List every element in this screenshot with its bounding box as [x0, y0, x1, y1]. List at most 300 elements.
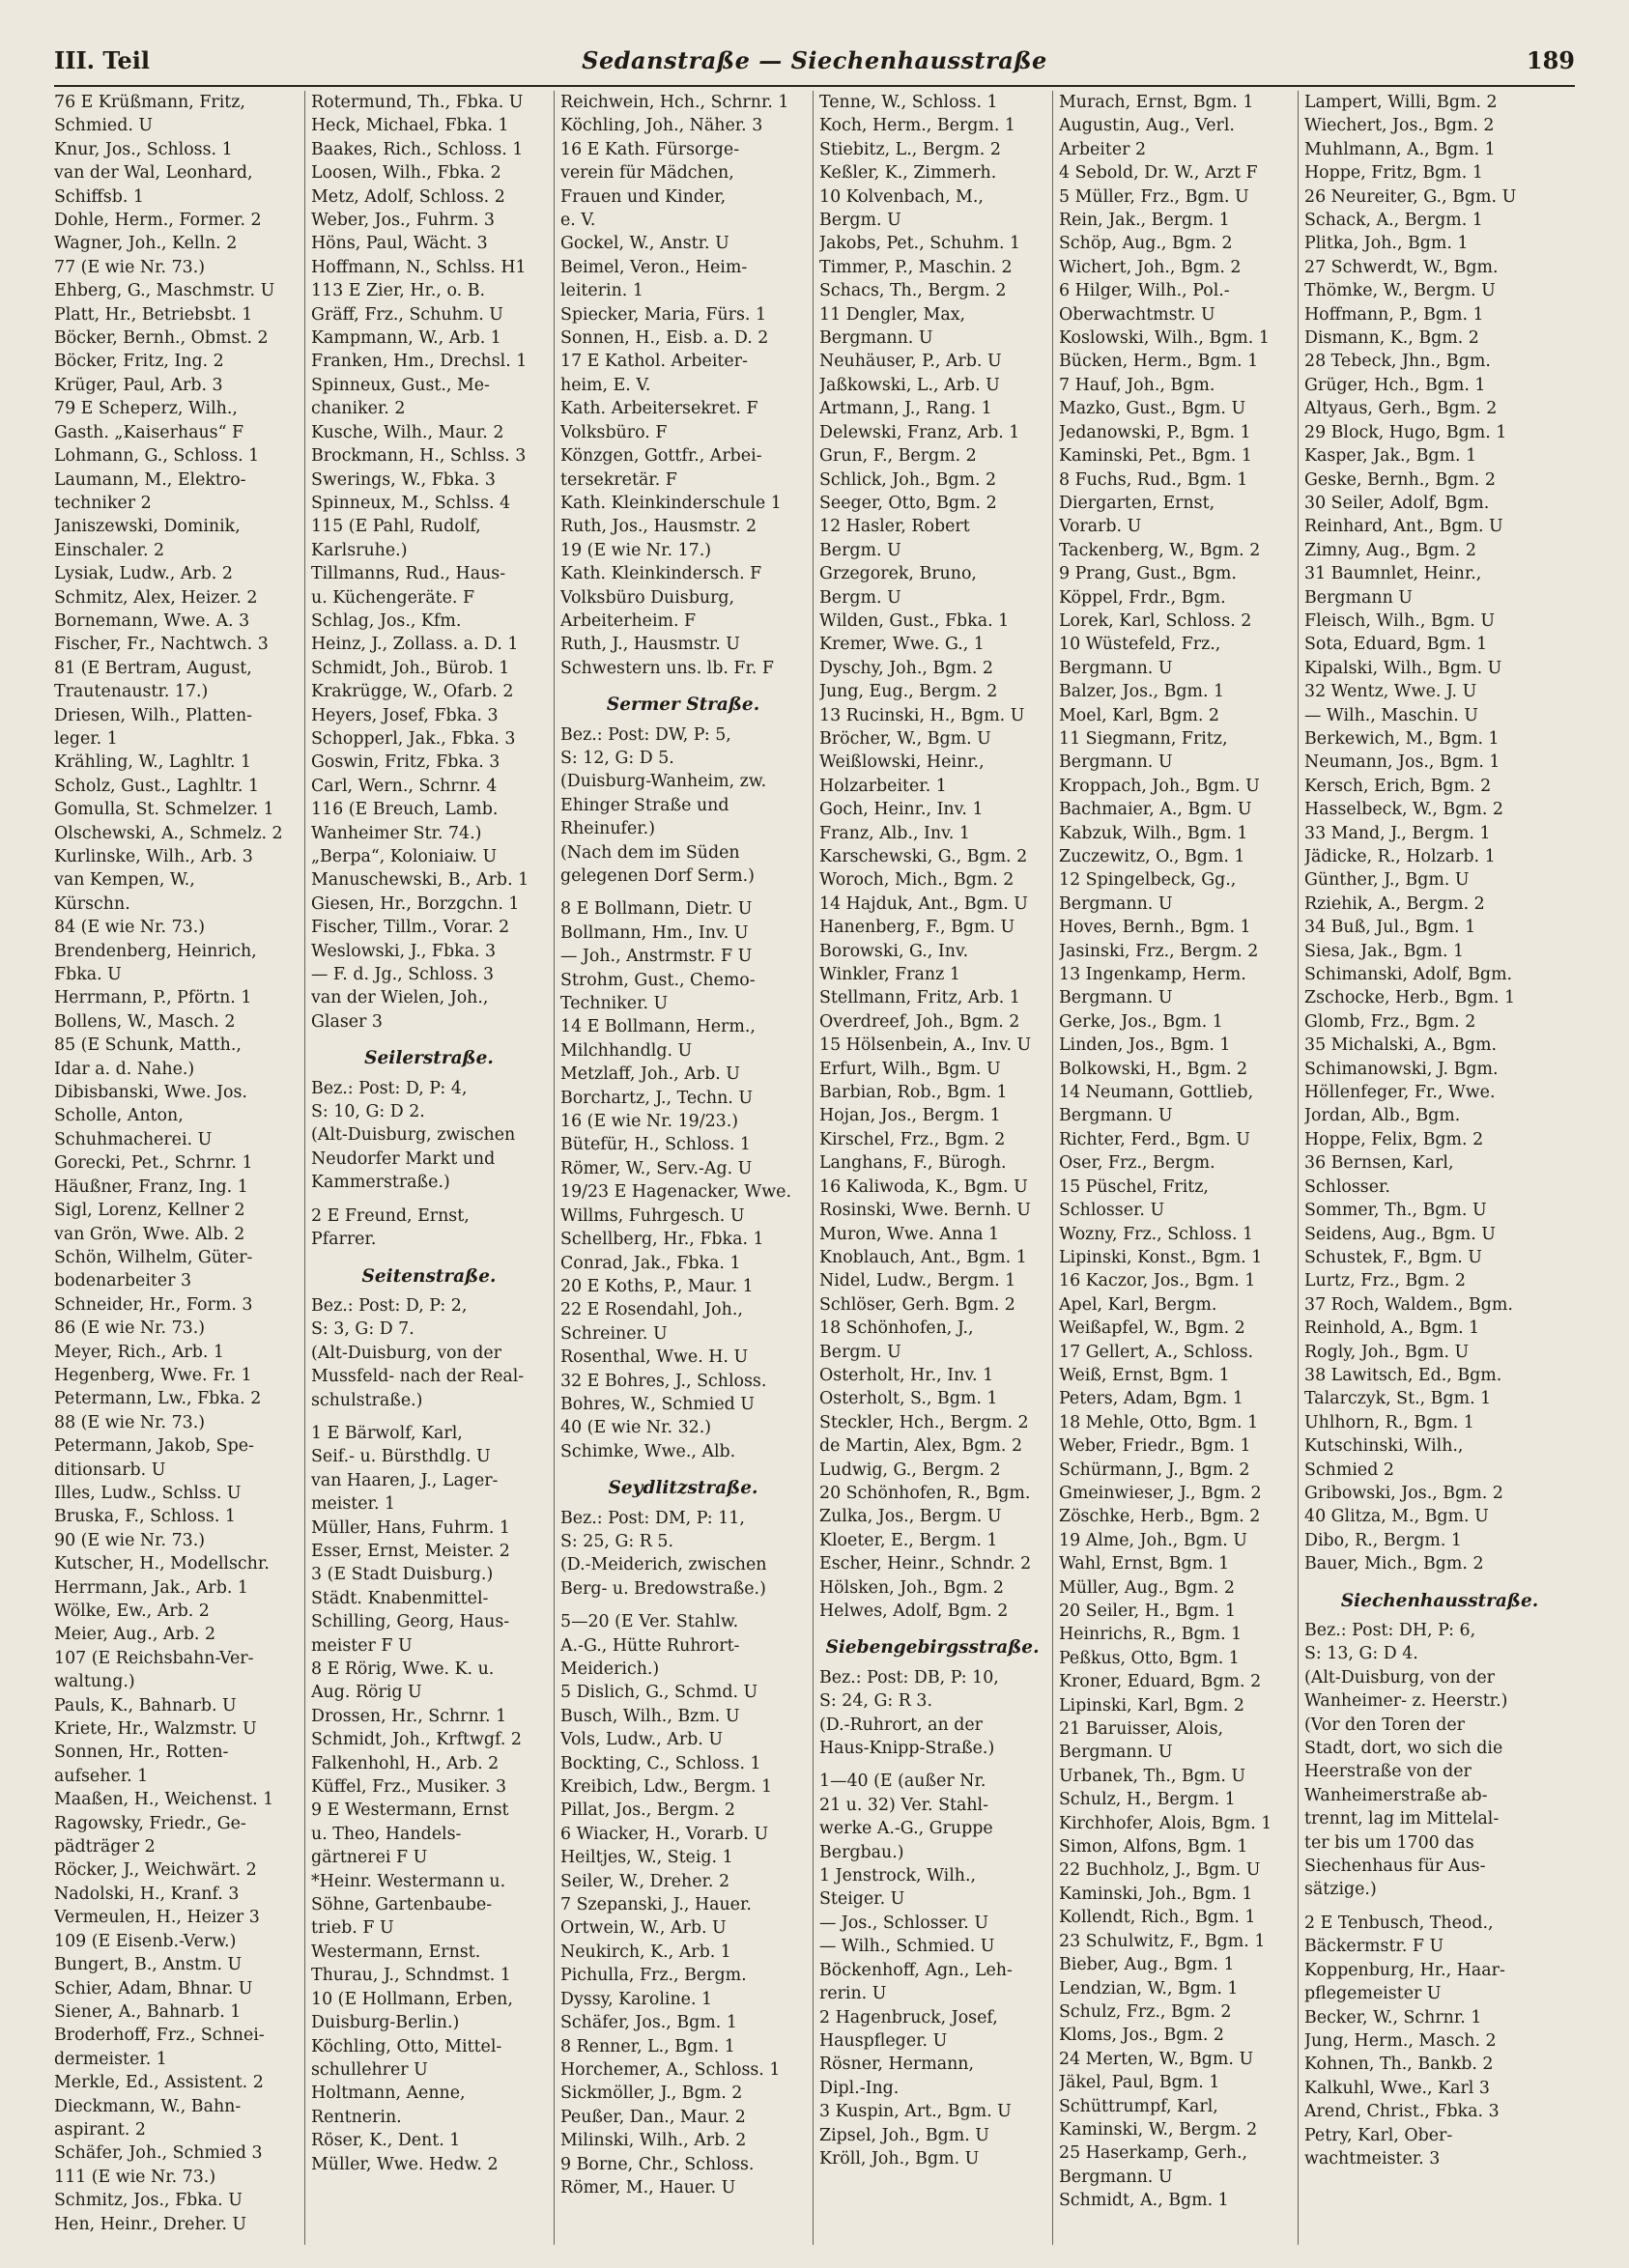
entry-line: Strohm, Gust., Chemo-	[560, 970, 756, 990]
entry-line: Richter, Ferd., Bgm. U	[1059, 1129, 1250, 1149]
entry-line: Gribowski, Jos., Bgm. 2	[1304, 1483, 1503, 1503]
entry-line: 33 Mand, J., Bergm. 1	[1304, 823, 1491, 843]
entry-line: Driesen, Wilh., Platten-	[54, 705, 253, 725]
entry-line: 40 Glitza, M., Bgm. U	[1304, 1507, 1489, 1527]
entry-line: 14 Hajduk, Ant., Bgm. U	[819, 893, 1028, 914]
entry-line: Köchling, Joh., Näher. 3	[560, 116, 763, 136]
entry-line: Kath. Kleinkindersch. F	[560, 564, 762, 584]
entry-line: Mussfeld- nach der Real-	[311, 1367, 525, 1387]
entry-line: Lorek, Karl, Schloss. 2	[1059, 610, 1252, 631]
entry-line: 12 Hasler, Robert	[819, 517, 970, 537]
entry-line: werke A.-G., Gruppe	[819, 1819, 993, 1839]
entry-line: Volksbüro Duisburg,	[560, 587, 735, 608]
entry-line: Tillmanns, Rud., Haus-	[311, 564, 506, 584]
entry-line: Rein, Jak., Bergm. 1	[1059, 211, 1230, 231]
entry-line: Sota, Eduard, Bgm. 1	[1304, 635, 1488, 655]
entry-line: Jung, Herm., Masch. 2	[1304, 2030, 1497, 2051]
entry-line: 28 Tebeck, Jhn., Bgm.	[1304, 352, 1491, 372]
entry-line: Plitka, Joh., Bgm. 1	[1304, 234, 1469, 254]
entry-line: 13 Rucinski, H., Bgm. U	[819, 705, 1025, 725]
entry-line: gärtnerei F U	[311, 1848, 428, 1868]
entry-line: Schneider, Hr., Form. 3	[54, 1294, 253, 1315]
entry-line: 9 Prang, Gust., Bgm.	[1059, 564, 1237, 584]
entry-line: Lohmann, G., Schloss. 1	[54, 446, 260, 467]
entry-line	[819, 1760, 1045, 1770]
entry-line: 5 Dislich, G., Schmd. U	[560, 1683, 758, 1703]
entry-line: 16 Kaliwoda, K., Bgm. U	[819, 1177, 1028, 1197]
entry-line: 22 E Rosendahl, Joh.,	[560, 1300, 743, 1320]
entry-line: 29 Block, Hugo, Bgm. 1	[1304, 422, 1507, 442]
entry-line: 23 Schulwitz, F., Bgm. 1	[1059, 1931, 1266, 1951]
entry-line: Bungert, B., Anstm. U	[54, 1955, 243, 1975]
entry-line	[560, 1601, 806, 1610]
entry-line: Schmied. U	[54, 116, 154, 136]
entry-line: van Kempen, W.,	[54, 870, 195, 891]
entry-line: Bauer, Mich., Bgm. 2	[1304, 1554, 1484, 1574]
entry-line: 16 E Kath. Fürsorge-	[560, 139, 740, 159]
entry-line: Kröll, Joh., Bgm. U	[819, 2148, 980, 2169]
entry-line: u. Küchengeräte. F	[311, 587, 475, 608]
entry-line: Knoblauch, Ant., Bgm. 1	[819, 1247, 1027, 1267]
entry-line: S: 3, G: D 7.	[311, 1319, 414, 1340]
entry-line: 10 Kolvenbach, M.,	[819, 186, 984, 207]
entry-line: Kath. Arbeitersekret. F	[560, 399, 758, 419]
entry-line: Pauls, K., Bahnarb. U	[54, 1695, 237, 1715]
entry-line: sätzige.)	[1304, 1880, 1377, 1900]
entry-line: Broderhoff, Frz., Schnei-	[54, 2026, 265, 2046]
entry-line: Jung, Eug., Bergm. 2	[819, 682, 998, 702]
entry-line: Söhne, Gartenbaube-	[311, 1895, 493, 1915]
entry-line: Trautenaustr. 17.)	[54, 682, 209, 702]
entry-line: — Jos., Schlosser. U	[819, 1913, 989, 1933]
entry-line: Wiechert, Jos., Bgm. 2	[1304, 116, 1495, 136]
entry-line: 20 E Koths, P., Maur. 1	[560, 1276, 754, 1296]
entry-line: Könzgen, Gottfr., Arbei-	[560, 446, 762, 467]
entry-line: Bollmann, Hm., Inv. U	[560, 922, 749, 943]
entry-line: Laumann, M., Elektro-	[54, 469, 246, 490]
entry-line: Techniker. U	[560, 994, 669, 1014]
entry-line: Kaminski, Pet., Bgm. 1	[1059, 446, 1253, 467]
entry-line: Erfurt, Wilh., Bgm. U	[819, 1059, 1001, 1079]
street-heading: Seilerstraße.	[364, 1048, 494, 1069]
entry-line: Wahl, Ernst, Bgm. 1	[1059, 1554, 1230, 1574]
entry-line: Heiltjes, W., Steig. 1	[560, 1848, 733, 1868]
entry-line: Zuczewitz, O., Bgm. 1	[1059, 847, 1245, 866]
entry-line: Kath. Kleinkinderschule 1	[560, 493, 782, 513]
entry-line: Timmer, P., Maschin. 2	[819, 257, 1013, 277]
entry-line: Kloeter, E., Bergm. 1	[819, 1530, 998, 1550]
entry-line: Neudorfer Markt und	[311, 1148, 496, 1169]
entry-line: Arbeiter 2	[1059, 139, 1147, 159]
entry-line: Weber, Jos., Fuhrm. 3	[311, 211, 495, 231]
entry-line: Jedanowski, P., Bgm. 1	[1059, 422, 1251, 442]
entry-line: 20 Schönhofen, R., Bgm.	[819, 1483, 1031, 1503]
entry-line: 17 E Kathol. Arbeiter-	[560, 352, 748, 372]
entry-line: Schmidt, A., Bgm. 1	[1059, 2191, 1229, 2211]
entry-line: Peters, Adam, Bgm. 1	[1059, 1389, 1243, 1409]
entry-line: Wozny, Frz., Schloss. 1	[1059, 1224, 1254, 1244]
entry-line: (Alt-Duisburg, zwischen	[311, 1125, 516, 1146]
entry-line: van der Wielen, Joh.,	[311, 988, 489, 1008]
entry-line: Gomulla, St. Schmelzer. 1	[54, 800, 274, 820]
entry-line: Barbian, Rob., Bgm. 1	[819, 1083, 1008, 1103]
entry-line: Idar a. d. Nahe.)	[54, 1059, 195, 1079]
entry-line: Keßler, K., Zimmerh.	[819, 163, 997, 184]
entry-line: Swerings, W., Fbka. 3	[311, 469, 496, 490]
entry-line: Schlosser.	[1304, 1177, 1390, 1197]
entry-line: Schmidt, Joh., Krftwgf. 2	[311, 1730, 522, 1750]
entry-line: Vols, Ludw., Arb. U	[560, 1730, 723, 1750]
entry-line: Rentnerin.	[311, 2107, 402, 2127]
entry-line: Wagner, Joh., Kelln. 2	[54, 234, 238, 254]
entry-line: Bergmann. U	[1059, 2167, 1173, 2187]
entry-line: Lurtz, Frz., Bgm. 2	[1304, 1271, 1466, 1291]
page-header	[54, 41, 1575, 79]
entry-line: aspirant. 2	[54, 2119, 146, 2140]
entry-line: Reichwein, Hch., Schrnr. 1	[560, 93, 789, 112]
entry-line: Hoves, Bernh., Bgm. 1	[1059, 918, 1251, 938]
entry-line	[311, 1195, 547, 1205]
entry-line: S: 25, G: R 5.	[560, 1531, 673, 1551]
entry-line: Schürmann, J., Bgm. 2	[1059, 1460, 1250, 1480]
entry-line: Arend, Christ., Fbka. 3	[1304, 2102, 1500, 2122]
entry-line: — Wilh., Maschin. U	[1304, 705, 1478, 725]
column-5	[1059, 91, 1291, 2245]
entry-line: Schlag, Jos., Kfm.	[311, 610, 462, 631]
entry-line: Fleisch, Wilh., Bgm. U	[1304, 610, 1495, 631]
entry-line: 16 Kaczor, Jos., Bgm. 1	[1059, 1271, 1256, 1291]
entry-line: Spinneux, M., Schlss. 4	[311, 493, 511, 513]
entry-line: Haus-Knipp-Straße.)	[819, 1739, 995, 1759]
entry-line: Herrmann, Jak., Arb. 1	[54, 1577, 248, 1598]
entry-line: Manuschewski, B., Arb. 1	[311, 870, 529, 891]
entry-line: Kloms, Jos., Bgm. 2	[1059, 2026, 1224, 2046]
entry-line: Bez.: Post: DW, P: 5,	[560, 724, 731, 745]
entry-line: 85 (E Schunk, Matth.,	[54, 1035, 242, 1056]
entry-line: Vorarb. U	[1059, 517, 1142, 537]
entry-line: 16 (E wie Nr. 19/23.)	[560, 1112, 739, 1132]
entry-line: Peßkus, Otto, Bgm. 1	[1059, 1648, 1240, 1668]
entry-line: 88 (E wie Nr. 73.)	[54, 1412, 206, 1432]
entry-line: Ruth, J., Hausmstr. U	[560, 635, 740, 655]
entry-line: 8 Renner, L., Bgm. 1	[560, 2036, 735, 2056]
entry-line: Mazko, Gust., Bgm. U	[1059, 399, 1246, 419]
entry-line: Einschaler. 2	[54, 540, 165, 560]
entry-line: Rosinski, Wwe. Bernh. U	[819, 1201, 1031, 1221]
entry-line: Bez.: Post: DH, P: 6,	[1304, 1621, 1476, 1640]
entry-line: Kroppach, Joh., Bgm. U	[1059, 776, 1260, 796]
entry-line: Delewski, Franz, Arb. 1	[819, 422, 1020, 442]
entry-line: Höns, Paul, Wächt. 3	[311, 234, 488, 254]
entry-line: Pichulla, Frz., Bergm.	[560, 1966, 747, 1986]
entry-line: Dohle, Herm., Former. 2	[54, 211, 262, 231]
entry-line: de Martin, Alex, Bgm. 2	[819, 1436, 1023, 1457]
entry-line: „Berpa“, Koloniaiw. U	[311, 847, 498, 866]
entry-line: Schustek, F., Bgm. U	[1304, 1247, 1482, 1267]
entry-line: Hölsken, Joh., Bgm. 2	[819, 1577, 1004, 1598]
entry-line: 14 Neumann, Gottlieb,	[1059, 1083, 1254, 1103]
column-divider	[1052, 91, 1053, 2245]
entry-line: Borowski, G., Inv.	[819, 941, 969, 961]
entry-line: Schlosser. U	[1059, 1201, 1165, 1221]
entry-line: Schacs, Th., Bergm. 2	[819, 281, 1007, 301]
entry-line: Köchling, Otto, Mittel-	[311, 2036, 502, 2056]
entry-line: S: 24, G: R 3.	[819, 1691, 932, 1712]
entry-line: e. V.	[560, 211, 596, 231]
entry-line: Römer, W., Serv.-Ag. U	[560, 1158, 753, 1178]
entry-line: Bergbau.)	[819, 1842, 904, 1862]
entry-line: waltung.)	[54, 1672, 135, 1692]
entry-line: leger. 1	[54, 728, 118, 749]
entry-line: Bergmann. U	[1059, 893, 1173, 914]
entry-line: Wanheimer Str. 74.)	[311, 823, 482, 843]
page-number: 189	[1526, 46, 1575, 74]
entry-line: Oberwachtmstr. U	[1059, 304, 1215, 325]
street-heading: Siebengebirgsstraße.	[825, 1637, 1040, 1658]
entry-line: Meiderich.)	[560, 1659, 660, 1679]
entry-line: 77 (E wie Nr. 73.)	[54, 257, 206, 277]
entry-line: Ehinger Straße und	[560, 795, 729, 815]
entry-line: Franken, Hm., Drechsl. 1	[311, 352, 528, 372]
column-divider	[1298, 91, 1299, 2245]
entry-line: Bergm. U	[819, 211, 901, 231]
entry-line: Kollendt, Rich., Bgm. 1	[1059, 1908, 1256, 1928]
entry-line: 90 (E wie Nr. 73.)	[54, 1530, 206, 1550]
entry-line: Dyssy, Karoline. 1	[560, 1989, 713, 2009]
entry-line: Bez.: Post: D, P: 2,	[311, 1295, 468, 1316]
entry-line: Escher, Heinr., Schndr. 2	[819, 1554, 1032, 1574]
entry-line: Schimanowski, J. Bgm.	[1304, 1059, 1499, 1079]
entry-line: Stiebitz, L., Bergm. 2	[819, 139, 1001, 159]
entry-line: Grzegorek, Bruno,	[819, 564, 977, 584]
entry-line: Pillat, Jos., Bergm. 2	[560, 1800, 735, 1821]
entry-line: aufseher. 1	[54, 1766, 149, 1786]
entry-line: Bez.: Post: DM, P: 11,	[560, 1508, 745, 1528]
entry-line: Schilling, Georg, Haus-	[311, 1612, 510, 1632]
entry-line: 11 Siegmann, Fritz,	[1059, 728, 1228, 749]
entry-line: trieb. F U	[311, 1918, 394, 1939]
entry-line: van Grön, Wwe. Alb. 2	[54, 1224, 245, 1244]
entry-line: Koppenburg, Hr., Haar-	[1304, 1960, 1505, 1980]
entry-line: *Heinr. Westermann u.	[311, 1871, 506, 1891]
entry-line: Schwestern uns. lb. Fr. F	[560, 658, 774, 678]
entry-line: Hoppe, Fritz, Bgm. 1	[1304, 163, 1483, 184]
entry-line: Gorecki, Pet., Schrnr. 1	[54, 1153, 253, 1174]
entry-line: Kusche, Wilh., Maur. 2	[311, 422, 504, 442]
entry-line: 15 Hölsenbein, A., Inv. U	[819, 1035, 1032, 1056]
entry-line: 5—20 (E Ver. Stahlw.	[560, 1612, 739, 1632]
entry-line: Kabzuk, Wilh., Bgm. 1	[1059, 823, 1248, 843]
entry-line: Bachmaier, A., Bgm. U	[1059, 800, 1252, 820]
entry-line: (D.-Ruhrort, an der	[819, 1715, 983, 1735]
street-heading: Seydlitzstraße.	[608, 1478, 758, 1499]
entry-line: Bergm. U	[819, 1342, 901, 1362]
entry-line: Holtmann, Aenne,	[311, 2084, 466, 2104]
entry-line: 32 Wentz, Wwe. J. U	[1304, 682, 1477, 702]
entry-line: chaniker. 2	[311, 399, 406, 419]
entry-line	[311, 1412, 547, 1422]
entry-line: Bergmann. U	[1059, 752, 1173, 773]
entry-line: Schüttrumpf, Karl,	[1059, 2096, 1218, 2116]
entry-line: Sommer, Th., Bgm. U	[1304, 1201, 1487, 1221]
entry-line: Röser, K., Dent. 1	[311, 2131, 461, 2151]
entry-line: Hojan, Jos., Bergm. 1	[819, 1106, 1001, 1126]
entry-line: Böcker, Fritz, Ing. 2	[54, 352, 224, 372]
entry-line: Hanenberg, F., Bgm. U	[819, 918, 1015, 938]
entry-line: 81 (E Bertram, August,	[54, 658, 252, 678]
entry-line: (Alt-Duisburg, von der	[1304, 1667, 1495, 1687]
entry-line: 2 Hagenbruck, Josef,	[819, 2007, 998, 2027]
entry-line: Metz, Adolf, Schloss. 2	[311, 186, 505, 207]
entry-line: dermeister. 1	[54, 2049, 167, 2069]
entry-line: 7 Szepanski, J., Hauer.	[560, 1895, 752, 1915]
entry-line: bodenarbeiter 3	[54, 1271, 192, 1291]
entry-line: Milchhandlg. U	[560, 1040, 693, 1061]
entry-line: Petermann, Jakob, Spe-	[54, 1436, 254, 1457]
entry-line: 10 Wüstefeld, Frz.,	[1059, 635, 1221, 655]
entry-line: Muhlmann, A., Bgm. 1	[1304, 139, 1496, 159]
entry-line: Tackenberg, W., Bgm. 2	[1059, 540, 1261, 560]
entry-line: — Joh., Anstrmstr. F U	[560, 947, 753, 967]
entry-line: Diergarten, Ernst,	[1059, 493, 1215, 513]
running-title: Sedanstraße — Siechenhausstraße	[582, 46, 1047, 74]
column-1	[54, 91, 298, 2245]
entry-line: Zimny, Aug., Bgm. 2	[1304, 540, 1476, 560]
entry-line: 17 Gellert, A., Schloss.	[1059, 1342, 1254, 1362]
entry-line: Bröcher, W., Bgm. U	[819, 728, 991, 749]
entry-line: Jaßkowski, L., Arb. U	[819, 375, 1000, 395]
entry-line: Winkler, Franz 1	[819, 965, 960, 985]
entry-line: Meier, Aug., Arb. 2	[54, 1625, 216, 1645]
entry-line: 111 (E wie Nr. 73.)	[54, 2167, 216, 2187]
entry-line: Schmied 2	[1304, 1460, 1394, 1480]
entry-line: Spiecker, Maria, Fürs. 1	[560, 304, 767, 325]
entry-line: meister F U	[311, 1635, 413, 1656]
entry-line: Koch, Herm., Bergm. 1	[819, 116, 1015, 136]
entry-line: 21 u. 32) Ver. Stahl-	[819, 1795, 988, 1815]
entry-line: Lipinski, Karl, Bgm. 2	[1059, 1695, 1244, 1715]
entry-line: (Vor den Toren der	[1304, 1715, 1465, 1735]
entry-line: Holzarbeiter. 1	[819, 776, 947, 796]
entry-line: Bergm. U	[819, 587, 901, 608]
entry-line: Aug. Rörig U	[311, 1683, 422, 1703]
entry-line: Fbka. U	[54, 965, 122, 985]
entry-line: 37 Roch, Waldem., Bgm.	[1304, 1294, 1513, 1315]
entry-line: Weslowski, J., Fbka. 3	[311, 941, 497, 961]
entry-line: Seiler, W., Dreher. 2	[560, 1871, 730, 1891]
entry-line: Küffel, Frz., Musiker. 3	[311, 1777, 507, 1798]
entry-line: Goch, Heinr., Inv. 1	[819, 800, 984, 820]
entry-line: Dipl.-Ing.	[819, 2078, 900, 2098]
entry-line: Römer, M., Hauer. U	[560, 2177, 736, 2197]
entry-line	[560, 888, 806, 897]
entry-line: 21 Baruisser, Alois,	[1059, 1719, 1224, 1740]
entry-line: Milinski, Wilh., Arb. 2	[560, 2131, 747, 2151]
entry-line: Dyschy, Joh., Bgm. 2	[819, 658, 993, 678]
entry-line: Talarczyk, St., Bgm. 1	[1304, 1389, 1492, 1409]
entry-line: techniker 2	[54, 493, 152, 513]
entry-line: 22 Buchholz, J., Bgm. U	[1059, 1860, 1261, 1881]
entry-line: Heyers, Josef, Fbka. 3	[311, 705, 499, 725]
entry-line: Franz, Alb., Inv. 1	[819, 823, 970, 843]
entry-line: Osterholt, Hr., Inv. 1	[819, 1365, 994, 1385]
entry-line: Uhlhorn, R., Bgm. 1	[1304, 1412, 1474, 1432]
entry-line: Giesen, Hr., Borzgchn. 1	[311, 893, 520, 914]
entry-line: Stadt, dort, wo sich die	[1304, 1739, 1503, 1759]
entry-line: Grüger, Hch., Bgm. 1	[1304, 375, 1486, 395]
entry-line: leiterin. 1	[560, 281, 643, 301]
entry-line: Kremer, Wwe. G., 1	[819, 635, 985, 655]
entry-line: Altyaus, Gerh., Bgm. 2	[1304, 399, 1498, 419]
entry-line: Osterholt, S., Bgm. 1	[819, 1389, 998, 1409]
entry-line: Röcker, J., Weichwärt. 2	[54, 1860, 257, 1881]
section-label: III. Teil	[54, 46, 150, 74]
entry-line: Schiffsb. 1	[54, 186, 144, 207]
entry-line: 2 E Freund, Ernst,	[311, 1205, 470, 1226]
entry-line: Kaminski, W., Bergm. 2	[1059, 2119, 1258, 2140]
entry-line: Müller, Aug., Bgm. 2	[1059, 1577, 1235, 1598]
entry-line: van Haaren, J., Lager-	[311, 1470, 499, 1490]
entry-line: 26 Neureiter, G., Bgm. U	[1304, 186, 1517, 207]
entry-line: Wichert, Joh., Bgm. 2	[1059, 257, 1242, 277]
entry-line: Bergmann. U	[1059, 988, 1173, 1008]
entry-line: Schmitz, Jos., Fbka. U	[54, 2191, 243, 2211]
entry-line: Artmann, J., Rang. 1	[819, 399, 992, 419]
entry-line: Illes, Ludw., Schlss. U	[54, 1483, 242, 1503]
entry-line: Becker, W., Schrnr. 1	[1304, 2007, 1482, 2027]
entry-line: 34 Buß, Jul., Bgm. 1	[1304, 918, 1476, 938]
entry-line: Höllenfeger, Fr., Wwe.	[1304, 1083, 1496, 1103]
entry-line: Kammerstraße.)	[311, 1173, 450, 1193]
entry-line: Siener, A., Bahnarb. 1	[54, 2001, 242, 2022]
entry-line: Sonnen, H., Eisb. a. D. 2	[560, 328, 769, 349]
entry-line: Brendenberg, Heinrich,	[54, 941, 257, 961]
entry-line: Böckenhoff, Agn., Leh-	[819, 1960, 1013, 1980]
entry-line: 4 Sebold, Dr. W., Arzt F	[1059, 163, 1258, 184]
entry-line: Krüger, Paul, Arb. 3	[54, 375, 223, 395]
entry-line: u. Theo, Handels-	[311, 1824, 462, 1844]
entry-line: Jäkel, Paul, Bgm. 1	[1059, 2073, 1220, 2093]
entry-line: Ortwein, W., Arb. U	[560, 1918, 727, 1939]
entry-line: van der Wal, Leonhard,	[54, 163, 253, 184]
entry-line: Kipalski, Wilh., Bgm. U	[1304, 658, 1502, 678]
entry-line: Janiszewski, Dominik,	[54, 517, 241, 537]
entry-line: Langhans, F., Bürogh.	[819, 1153, 1007, 1174]
entry-line: Thömke, W., Bergm. U	[1304, 281, 1496, 301]
entry-line: Carl, Wern., Schrnr. 4	[311, 776, 498, 796]
entry-line: Geske, Bernh., Bgm. 2	[1304, 469, 1496, 490]
entry-line: Rösner, Hermann,	[819, 2055, 974, 2075]
entry-line: Bergm. U	[819, 540, 901, 560]
entry-line: Müller, Wwe. Hedw. 2	[311, 2154, 499, 2174]
entry-line: 107 (E Reichsbahn-Ver-	[54, 1648, 254, 1668]
entry-line: Weiß, Ernst, Bgm. 1	[1059, 1365, 1230, 1385]
entry-line: Olschewski, A., Schmelz. 2	[54, 823, 283, 843]
entry-line: Kaminski, Joh., Bgm. 1	[1059, 1884, 1253, 1904]
entry-line: A.-G., Hütte Ruhrort-	[560, 1635, 740, 1656]
entry-line: Merkle, Ed., Assistent. 2	[54, 2073, 264, 2093]
column-3	[560, 91, 806, 2245]
entry-line: Krakrügge, W., Ofarb. 2	[311, 682, 514, 702]
entry-line: Bergmann. U	[1059, 1743, 1173, 1763]
entry-line: Städt. Knabenmittel-	[311, 1588, 489, 1608]
entry-line: Arbeiterheim. F	[560, 610, 697, 631]
entry-line: Gasth. „Kaiserhaus“ F	[54, 422, 244, 442]
entry-line: Horchemer, A., Schloss. 1	[560, 2059, 781, 2080]
entry-line: Herrmann, P., Pförtn. 1	[54, 988, 252, 1008]
entry-line: Siechenhaus für Aus-	[1304, 1857, 1486, 1877]
entry-line: 18 Schönhofen, J.,	[819, 1318, 974, 1339]
